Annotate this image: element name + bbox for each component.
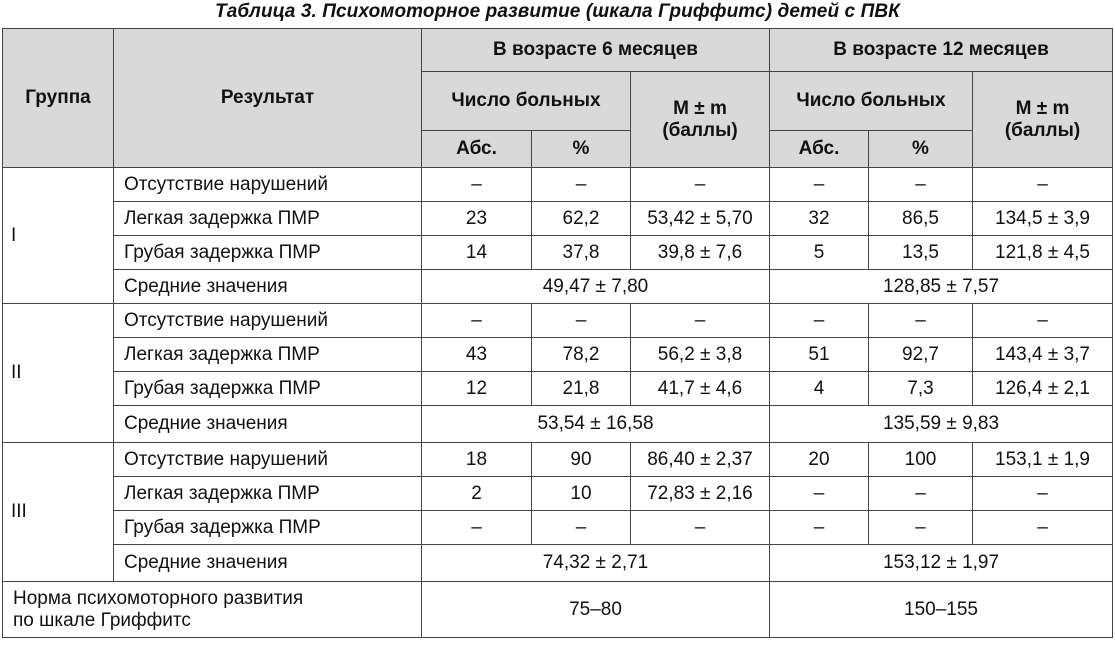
result-cell: Грубая задержка ПМР (114, 236, 422, 270)
average-12: 153,12 ± 1,97 (770, 545, 1113, 582)
norm-label (3, 582, 422, 638)
mm12-cell: 134,5 ± 3,9 (973, 202, 1113, 236)
pct6-cell: 37,8 (532, 236, 631, 270)
mm12-cell: 126,4 ± 2,1 (973, 372, 1113, 406)
header-mm-6-line2: (баллы) (662, 119, 738, 141)
average-6: 53,54 ± 16,58 (422, 406, 770, 443)
abs6-cell: – (422, 511, 532, 545)
table-row (3, 477, 1113, 511)
abs12-cell: 51 (770, 338, 869, 372)
pct12-cell: 86,5 (869, 202, 973, 236)
abs12-cell: – (770, 168, 869, 202)
header-mm-6 (631, 72, 770, 168)
result-cell: Отсутствие нарушений (114, 168, 422, 202)
table-row (3, 372, 1113, 406)
pct12-cell: – (869, 168, 973, 202)
table-row (3, 338, 1113, 372)
norm-6: 75–80 (422, 582, 770, 638)
mm6-cell: 56,2 ± 3,8 (631, 338, 770, 372)
average-row (3, 545, 1113, 582)
pct12-cell: – (869, 511, 973, 545)
header-mm-12 (973, 72, 1113, 168)
average-12: 128,85 ± 7,57 (770, 270, 1113, 304)
header-mm-6-line1: M ± m (673, 97, 727, 119)
result-cell: Отсутствие нарушений (114, 304, 422, 338)
header-pct-6: % (532, 131, 631, 168)
group-label: II (3, 304, 114, 443)
mm6-cell: 72,83 ± 2,16 (631, 477, 770, 511)
mm6-cell: – (631, 511, 770, 545)
mm6-cell: – (631, 168, 770, 202)
abs12-cell: 32 (770, 202, 869, 236)
header-age-6: В возрасте 6 месяцев (422, 29, 770, 72)
norm-label-line1: Норма психомоторного развития (13, 587, 304, 609)
norm-12: 150–155 (770, 582, 1113, 638)
header-abs-12: Абс. (770, 131, 869, 168)
table-row (3, 202, 1113, 236)
result-cell: Грубая задержка ПМР (114, 372, 422, 406)
abs6-cell: 14 (422, 236, 532, 270)
pct12-cell: – (869, 477, 973, 511)
abs6-cell: – (422, 304, 532, 338)
pct6-cell: – (532, 304, 631, 338)
mm12-cell: – (973, 168, 1113, 202)
mm12-cell: – (973, 511, 1113, 545)
table-header (3, 29, 1113, 168)
abs12-cell: – (770, 477, 869, 511)
result-cell: Легкая задержка ПМР (114, 202, 422, 236)
abs12-cell: 5 (770, 236, 869, 270)
table-row (3, 236, 1113, 270)
average-label: Средние значения (114, 406, 422, 443)
average-6: 74,32 ± 2,71 (422, 545, 770, 582)
pct12-cell: 92,7 (869, 338, 973, 372)
abs6-cell: 43 (422, 338, 532, 372)
mm6-cell: 41,7 ± 4,6 (631, 372, 770, 406)
mm6-cell: 39,8 ± 7,6 (631, 236, 770, 270)
norm-label-line2: по шкале Гриффитс (13, 609, 191, 631)
header-mm-12-line2: (баллы) (1004, 119, 1081, 141)
result-cell: Отсутствие нарушений (114, 443, 422, 477)
table-row (3, 443, 1113, 477)
pct12-cell: – (869, 304, 973, 338)
mm12-cell: 143,4 ± 3,7 (973, 338, 1113, 372)
pct6-cell: – (532, 511, 631, 545)
griffiths-table (2, 28, 1113, 638)
pct12-cell: 100 (869, 443, 973, 477)
mm6-cell: – (631, 304, 770, 338)
table-row (3, 304, 1113, 338)
abs12-cell: – (770, 511, 869, 545)
abs6-cell: 23 (422, 202, 532, 236)
mm6-cell: 53,42 ± 5,70 (631, 202, 770, 236)
pct6-cell: 10 (532, 477, 631, 511)
table-row (3, 511, 1113, 545)
pct6-cell: 90 (532, 443, 631, 477)
result-cell: Легкая задержка ПМР (114, 477, 422, 511)
mm12-cell: – (973, 304, 1113, 338)
average-label: Средние значения (114, 270, 422, 304)
abs6-cell: 18 (422, 443, 532, 477)
abs12-cell: 20 (770, 443, 869, 477)
header-patients-6: Число больных (422, 72, 631, 131)
abs12-cell: 4 (770, 372, 869, 406)
header-abs-6: Абс. (422, 131, 532, 168)
abs6-cell: 2 (422, 477, 532, 511)
pct6-cell: 78,2 (532, 338, 631, 372)
header-age-12: В возрасте 12 месяцев (770, 29, 1113, 72)
abs6-cell: – (422, 168, 532, 202)
average-6: 49,47 ± 7,80 (422, 270, 770, 304)
mm12-cell: – (973, 477, 1113, 511)
pct6-cell: 21,8 (532, 372, 631, 406)
result-cell: Легкая задержка ПМР (114, 338, 422, 372)
table-row (3, 168, 1113, 202)
pct12-cell: 13,5 (869, 236, 973, 270)
group-label: III (3, 443, 114, 582)
abs12-cell: – (770, 304, 869, 338)
mm12-cell: 121,8 ± 4,5 (973, 236, 1113, 270)
average-12: 135,59 ± 9,83 (770, 406, 1113, 443)
header-pct-12: % (869, 131, 973, 168)
header-patients-12: Число больных (770, 72, 973, 131)
group-label: I (3, 168, 114, 304)
norm-row (3, 582, 1113, 638)
pct6-cell: – (532, 168, 631, 202)
header-result: Результат (114, 29, 422, 168)
header-group: Группа (3, 29, 114, 168)
mm6-cell: 86,40 ± 2,37 (631, 443, 770, 477)
pct12-cell: 7,3 (869, 372, 973, 406)
header-mm-12-line1: M ± m (1015, 97, 1070, 119)
average-row (3, 406, 1113, 443)
table-title: Таблица 3. Психомоторное развитие (шкала Гриффитс) детей с ПВК (215, 1, 900, 22)
abs6-cell: 12 (422, 372, 532, 406)
result-cell: Грубая задержка ПМР (114, 511, 422, 545)
mm12-cell: 153,1 ± 1,9 (973, 443, 1113, 477)
average-label: Средние значения (114, 545, 422, 582)
pct6-cell: 62,2 (532, 202, 631, 236)
average-row (3, 270, 1113, 304)
